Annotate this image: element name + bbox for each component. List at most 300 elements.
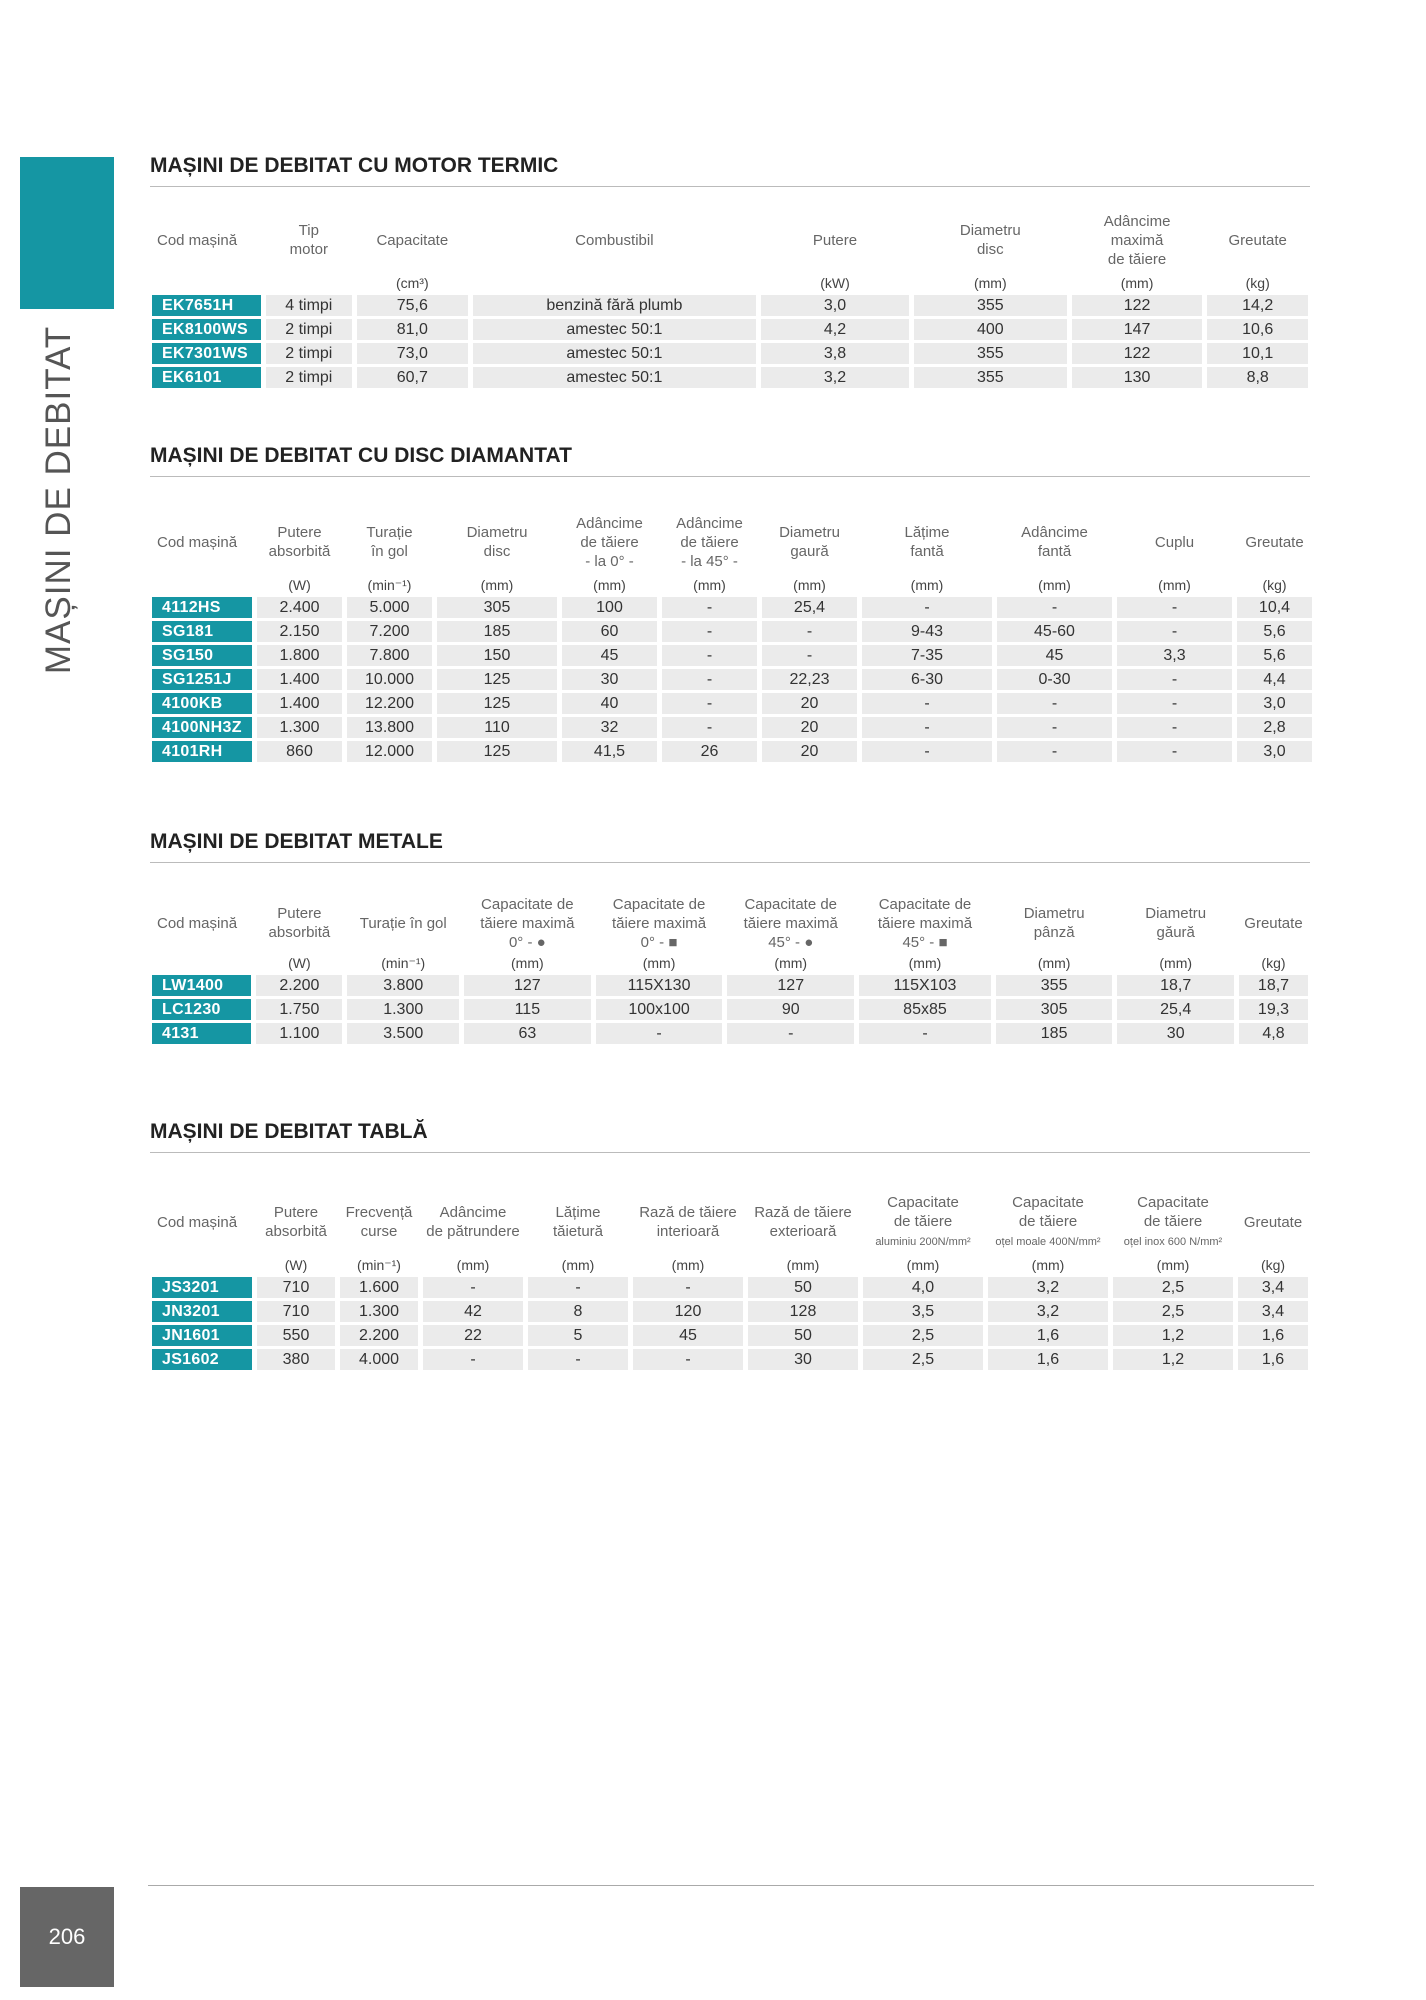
table-cell: 50	[748, 1325, 858, 1346]
unit-cell: (mm)	[906, 1257, 940, 1273]
table-cell: 1,6	[988, 1349, 1108, 1370]
table-cell: -	[633, 1277, 743, 1298]
table-cell: -	[662, 621, 757, 642]
table-cell: -	[1117, 741, 1232, 762]
units-row	[152, 1257, 1308, 1274]
table-cell: 1.300	[347, 999, 459, 1020]
table-cell: -	[997, 597, 1112, 618]
table-cell: -	[423, 1277, 523, 1298]
table-cell: 150	[437, 645, 557, 666]
column-header: Cod mașină	[157, 1213, 238, 1231]
column-header: Combustibil	[575, 231, 654, 249]
table-cell: -	[528, 1277, 628, 1298]
column-header: Adâncime de tăiere - la 45° -	[676, 514, 743, 570]
table-cell: 2,5	[1113, 1301, 1233, 1322]
column-header: Turație în gol	[359, 914, 447, 932]
unit-cell: (W)	[288, 577, 311, 593]
table-cell: -	[762, 621, 857, 642]
section-divider	[150, 476, 1310, 477]
section-disc-diamantat	[150, 442, 1310, 765]
table-cell: -	[859, 1023, 991, 1044]
column-header: Cod mașină	[157, 533, 238, 551]
table-row	[152, 717, 1312, 738]
sidebar-accent-block	[20, 157, 114, 309]
table-cell: 6-30	[862, 669, 992, 690]
units-row	[152, 577, 1312, 594]
sidebar-label	[38, 325, 80, 675]
unit-cell	[266, 275, 352, 292]
table-cell: -	[997, 693, 1112, 714]
table-cell: 9-43	[862, 621, 992, 642]
table-cell: 1.400	[257, 669, 342, 690]
table-cell: 12.000	[347, 741, 432, 762]
unit-cell: (min⁻¹)	[381, 955, 426, 971]
table-cell: benzină fără plumb	[473, 295, 757, 316]
table-cell: 8,8	[1207, 367, 1308, 388]
model-code: 4100KB	[152, 693, 252, 714]
table-row	[152, 319, 1308, 340]
table-cell: 860	[257, 741, 342, 762]
table-cell: 7-35	[862, 645, 992, 666]
column-header: Adâncime maximă de tăiere	[1103, 212, 1171, 268]
table-cell: 73,0	[357, 343, 468, 364]
column-header: Putere absorbită	[268, 524, 331, 560]
table-cell: 3,3	[1117, 645, 1232, 666]
unit-cell	[152, 955, 251, 972]
table-row	[152, 621, 1312, 642]
table-cell: -	[662, 669, 757, 690]
table-cell: 3.800	[347, 975, 459, 996]
table-cell: 22,23	[762, 669, 857, 690]
motor-table	[147, 205, 1313, 391]
column-subheader: oțel moale 400N/mm²	[995, 1235, 1101, 1248]
unit-cell: (min⁻¹)	[367, 577, 412, 593]
table-cell: -	[633, 1349, 743, 1370]
table-cell: 3,4	[1238, 1301, 1308, 1322]
table-cell: 1,6	[1238, 1325, 1308, 1346]
table-row	[152, 597, 1312, 618]
unit-cell: (mm)	[1120, 275, 1154, 291]
table-cell: 3,4	[1238, 1277, 1308, 1298]
table-cell: 355	[914, 295, 1067, 316]
table-cell: -	[662, 645, 757, 666]
table-cell: -	[997, 717, 1112, 738]
table-cell: 1,6	[1238, 1349, 1308, 1370]
unit-cell: (mm)	[511, 955, 544, 971]
table-cell: 125	[437, 669, 557, 690]
model-code: 4112HS	[152, 597, 252, 618]
unit-cell: (mm)	[1031, 1257, 1065, 1273]
table-row	[152, 975, 1308, 996]
table-cell: -	[1117, 669, 1232, 690]
table-cell: 26	[662, 741, 757, 762]
column-header: Cod mașină	[157, 231, 238, 249]
table-cell: 85x85	[859, 999, 991, 1020]
units-row	[152, 955, 1308, 972]
model-code: LC1230	[152, 999, 251, 1020]
table-cell: 1,6	[988, 1325, 1108, 1346]
table-cell: -	[727, 1023, 854, 1044]
section-divider	[150, 186, 1310, 187]
column-header: Diametru găură	[1145, 905, 1207, 941]
diamond-table	[147, 507, 1317, 765]
table-cell: 1.600	[340, 1277, 418, 1298]
table-cell: 4,8	[1239, 1023, 1308, 1044]
table-cell: 710	[257, 1277, 335, 1298]
table-cell: 185	[437, 621, 557, 642]
table-cell: 10.000	[347, 669, 432, 690]
model-code: LW1400	[152, 975, 251, 996]
table-cell: -	[662, 597, 757, 618]
sidebar-label-text: MAȘINI DE DEBITAT	[39, 325, 78, 675]
unit-cell: (kg)	[1262, 577, 1287, 593]
section-divider	[150, 862, 1310, 863]
table-cell: 10,1	[1207, 343, 1308, 364]
table-cell: 18,7	[1117, 975, 1234, 996]
table-cell: 14,2	[1207, 295, 1308, 316]
model-code: EK7301WS	[152, 343, 261, 364]
table-cell: 355	[914, 367, 1067, 388]
unit-cell: (mm)	[910, 577, 944, 593]
section-divider	[150, 1152, 1310, 1153]
table-cell: 90	[727, 999, 854, 1020]
model-code: EK6101	[152, 367, 261, 388]
table-cell: 45-60	[997, 621, 1112, 642]
section-title: MAȘINI DE DEBITAT TABLĂ	[150, 1120, 428, 1143]
table-cell: -	[762, 645, 857, 666]
table-cell: 45	[562, 645, 657, 666]
column-header: Putere absorbită	[265, 1204, 327, 1240]
section-metale	[150, 828, 1310, 1047]
unit-cell: (mm)	[1037, 955, 1071, 971]
column-header: Diametru pânză	[1023, 905, 1085, 941]
table-cell: 13.800	[347, 717, 432, 738]
page-number: 206	[20, 1887, 114, 1987]
table-cell: 2,8	[1237, 717, 1312, 738]
table-cell: 81,0	[357, 319, 468, 340]
unit-cell: (min⁻¹)	[357, 1257, 401, 1273]
column-header: Turație în gol	[366, 524, 413, 560]
unit-cell: (cm³)	[395, 275, 429, 291]
table-cell: 60,7	[357, 367, 468, 388]
unit-cell	[152, 1257, 252, 1274]
table-cell: 18,7	[1239, 975, 1308, 996]
table-cell: -	[862, 597, 992, 618]
column-header: Capacitate de tăiere oțel moale 400N/mm²	[995, 1193, 1101, 1248]
sheet-table	[147, 1187, 1313, 1373]
table-cell: 305	[437, 597, 557, 618]
table-cell: 19,3	[1239, 999, 1308, 1020]
table-cell: 1.400	[257, 693, 342, 714]
unit-cell: (mm)	[774, 955, 808, 971]
unit-cell: (mm)	[693, 577, 726, 593]
section-motor-termic	[150, 152, 1310, 391]
table-cell: 120	[633, 1301, 743, 1322]
column-header: Capacitate	[376, 231, 449, 249]
model-code: EK7651H	[152, 295, 261, 316]
model-code: SG150	[152, 645, 252, 666]
table-cell: 127	[464, 975, 591, 996]
column-header: Rază de tăiere exterioară	[754, 1204, 852, 1240]
column-header: Capacitate de tăiere maximă 45° - ■	[877, 895, 973, 951]
table-cell: amestec 50:1	[473, 367, 757, 388]
section-title: MAȘINI DE DEBITAT METALE	[150, 830, 443, 853]
table-cell: 41,5	[562, 741, 657, 762]
table-cell: 4 timpi	[266, 295, 352, 316]
column-header: Putere absorbită	[268, 905, 331, 941]
model-code: SG181	[152, 621, 252, 642]
table-cell: 7.800	[347, 645, 432, 666]
table-cell: 122	[1072, 295, 1203, 316]
table-cell: 45	[633, 1325, 743, 1346]
table-cell: 185	[996, 1023, 1113, 1044]
table-cell: 2.400	[257, 597, 342, 618]
model-code: 4101RH	[152, 741, 252, 762]
table-cell: -	[662, 693, 757, 714]
table-cell: -	[423, 1349, 523, 1370]
table-cell: 10,4	[1237, 597, 1312, 618]
table-cell: 20	[762, 717, 857, 738]
table-cell: -	[528, 1349, 628, 1370]
table-cell: 125	[437, 741, 557, 762]
column-header: Greutate	[1243, 1213, 1303, 1231]
column-header: Putere	[812, 231, 858, 249]
table-cell: 2 timpi	[266, 319, 352, 340]
unit-cell: (mm)	[786, 1257, 820, 1273]
table-cell: 1,2	[1113, 1325, 1233, 1346]
table-cell: 115X103	[859, 975, 991, 996]
model-code: 4131	[152, 1023, 251, 1044]
table-cell: 110	[437, 717, 557, 738]
table-cell: 400	[914, 319, 1067, 340]
unit-cell: (mm)	[642, 955, 676, 971]
column-header: Adâncime de pătrundere	[426, 1204, 520, 1240]
column-header: Lățime tăietură	[552, 1204, 604, 1240]
header-row	[152, 510, 1312, 574]
table-cell: 30	[1117, 1023, 1234, 1044]
table-cell: 2 timpi	[266, 343, 352, 364]
table-row	[152, 693, 1312, 714]
table-cell: 710	[257, 1301, 335, 1322]
model-code: JS3201	[152, 1277, 252, 1298]
unit-cell: (kg)	[1245, 275, 1270, 291]
column-header: Cuplu	[1154, 533, 1195, 551]
table-cell: 30	[748, 1349, 858, 1370]
column-subheader: oțel inox 600 N/mm²	[1123, 1235, 1223, 1248]
table-cell: 5,6	[1237, 645, 1312, 666]
table-cell: 50	[748, 1277, 858, 1298]
table-cell: -	[862, 717, 992, 738]
table-cell: -	[862, 693, 992, 714]
table-cell: 2 timpi	[266, 367, 352, 388]
table-cell: 8	[528, 1301, 628, 1322]
table-cell: 3,0	[761, 295, 909, 316]
section-title: MAȘINI DE DEBITAT CU MOTOR TERMIC	[150, 154, 559, 177]
column-header: Diametru disc	[466, 524, 528, 560]
table-cell: 125	[437, 693, 557, 714]
table-cell: 305	[996, 999, 1113, 1020]
table-cell: 4,4	[1237, 669, 1312, 690]
table-cell: 22	[423, 1325, 523, 1346]
table-cell: 1.750	[256, 999, 342, 1020]
column-header: Greutate	[1228, 231, 1287, 249]
table-cell: 75,6	[357, 295, 468, 316]
table-cell: 30	[562, 669, 657, 690]
unit-cell: (mm)	[480, 577, 514, 593]
table-cell: 45	[997, 645, 1112, 666]
unit-cell: (mm)	[561, 1257, 595, 1273]
table-cell: 20	[762, 693, 857, 714]
table-cell: 10,6	[1207, 319, 1308, 340]
table-cell: 2.200	[256, 975, 342, 996]
table-cell: 60	[562, 621, 657, 642]
section-tabla	[150, 1118, 1310, 1373]
unit-cell	[152, 275, 261, 292]
unit-cell: (mm)	[1159, 955, 1193, 971]
column-header: Adâncime de tăiere - la 0° -	[576, 514, 643, 570]
table-cell: -	[1117, 693, 1232, 714]
table-cell: 115	[464, 999, 591, 1020]
column-header: Tip motor	[289, 222, 328, 258]
table-cell: 147	[1072, 319, 1203, 340]
table-cell: -	[1117, 597, 1232, 618]
column-header: Greutate	[1244, 914, 1303, 932]
table-cell: -	[662, 717, 757, 738]
table-row	[152, 669, 1312, 690]
table-cell: 380	[257, 1349, 335, 1370]
model-code: JS1602	[152, 1349, 252, 1370]
model-code: 4100NH3Z	[152, 717, 252, 738]
header-row	[152, 208, 1308, 272]
table-cell: 127	[727, 975, 854, 996]
column-header: Diametru gaură	[779, 524, 840, 560]
table-row	[152, 1325, 1308, 1346]
unit-cell: (mm)	[973, 275, 1007, 291]
table-cell: 355	[914, 343, 1067, 364]
column-header: Capacitate de tăiere oțel inox 600 N/mm²	[1123, 1193, 1223, 1248]
metal-table	[147, 891, 1313, 1047]
table-cell: 2.150	[257, 621, 342, 642]
unit-cell: (mm)	[1156, 1257, 1190, 1273]
column-header: Cod mașină	[157, 914, 238, 932]
unit-cell: (W)	[284, 1257, 308, 1273]
table-cell: 2,5	[1113, 1277, 1233, 1298]
table-cell: 3.500	[347, 1023, 459, 1044]
unit-cell: (mm)	[793, 577, 826, 593]
unit-cell: (mm)	[593, 577, 626, 593]
table-cell: -	[1117, 717, 1232, 738]
table-cell: 115X130	[596, 975, 723, 996]
table-cell: 128	[748, 1301, 858, 1322]
table-cell: amestec 50:1	[473, 319, 757, 340]
table-cell: 63	[464, 1023, 591, 1044]
table-cell: 1,2	[1113, 1349, 1233, 1370]
table-cell: 1.300	[340, 1301, 418, 1322]
table-cell: 1.100	[256, 1023, 342, 1044]
table-cell: 3,0	[1237, 741, 1312, 762]
model-code: JN3201	[152, 1301, 252, 1322]
table-cell: 7.200	[347, 621, 432, 642]
table-cell: 550	[257, 1325, 335, 1346]
table-cell: 0-30	[997, 669, 1112, 690]
unit-cell: (mm)	[671, 1257, 705, 1273]
table-cell: -	[862, 741, 992, 762]
table-row	[152, 645, 1312, 666]
header-row	[152, 1190, 1308, 1254]
table-cell: 122	[1072, 343, 1203, 364]
column-header: Adâncime fantă	[1021, 524, 1088, 560]
column-header: Rază de tăiere interioară	[639, 1204, 737, 1240]
table-cell: 100x100	[596, 999, 723, 1020]
table-cell: 3,5	[863, 1301, 983, 1322]
unit-cell: (kg)	[1260, 1257, 1286, 1273]
unit-cell: (mm)	[1038, 577, 1071, 593]
table-cell: 3,2	[761, 367, 909, 388]
unit-cell	[152, 577, 252, 594]
table-cell: 2,5	[863, 1349, 983, 1370]
unit-cell: (kW)	[820, 275, 850, 291]
table-row	[152, 1277, 1308, 1298]
table-row	[152, 1023, 1308, 1044]
table-cell: 12.200	[347, 693, 432, 714]
table-cell: 130	[1072, 367, 1203, 388]
model-code: EK8100WS	[152, 319, 261, 340]
unit-cell: (mm)	[908, 955, 942, 971]
table-cell: 4.000	[340, 1349, 418, 1370]
table-cell: 355	[996, 975, 1113, 996]
column-header: Lățime fantă	[904, 524, 950, 560]
units-row	[152, 275, 1308, 292]
table-cell: amestec 50:1	[473, 343, 757, 364]
table-row	[152, 741, 1312, 762]
model-code: JN1601	[152, 1325, 252, 1346]
table-row	[152, 1301, 1308, 1322]
unit-cell	[473, 275, 757, 292]
table-cell: 5.000	[347, 597, 432, 618]
table-cell: -	[1117, 621, 1232, 642]
table-cell: 5	[528, 1325, 628, 1346]
table-row	[152, 1349, 1308, 1370]
column-subheader: aluminiu 200N/mm²	[875, 1235, 971, 1248]
column-header: Capacitate de tăiere maximă 0° - ●	[480, 895, 575, 951]
column-header: Capacitate de tăiere maximă 0° - ■	[611, 895, 707, 951]
unit-cell: (kg)	[1261, 955, 1286, 971]
column-header: Greutate	[1245, 533, 1304, 551]
unit-cell: (mm)	[1158, 577, 1191, 593]
table-cell: 20	[762, 741, 857, 762]
table-cell: 3,8	[761, 343, 909, 364]
header-row	[152, 894, 1308, 952]
table-cell: 2,5	[863, 1325, 983, 1346]
table-row	[152, 295, 1308, 316]
table-cell: 1.800	[257, 645, 342, 666]
section-title: MAȘINI DE DEBITAT CU DISC DIAMANTAT	[150, 444, 572, 467]
footer-divider	[148, 1885, 1314, 1886]
table-cell: 3,2	[988, 1301, 1108, 1322]
column-header: Frecvență curse	[345, 1204, 413, 1240]
table-cell: -	[997, 741, 1112, 762]
table-cell: 2.200	[340, 1325, 418, 1346]
table-row	[152, 343, 1308, 364]
table-cell: 3,0	[1237, 693, 1312, 714]
column-header: Capacitate de tăiere maximă 45° - ●	[743, 895, 838, 951]
table-cell: 32	[562, 717, 657, 738]
unit-cell: (mm)	[456, 1257, 490, 1273]
table-cell: -	[596, 1023, 723, 1044]
table-cell: 25,4	[762, 597, 857, 618]
column-header: Diametru disc	[959, 222, 1021, 258]
table-row	[152, 367, 1308, 388]
